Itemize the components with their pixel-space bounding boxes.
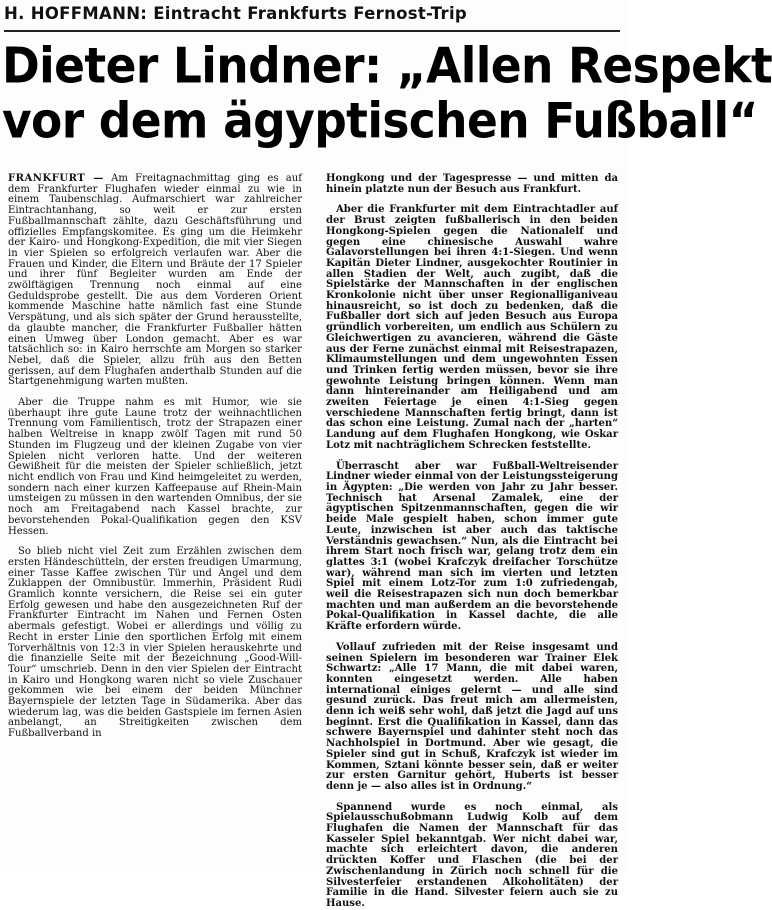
headline-line-1: Dieter Lindner: „Allen Respekt: [2, 36, 772, 95]
paragraph: Überrascht aber war Fußball-Weltreisender Lindner wieder einmal von der Leistungssteigerung in Ägypten: „Die werden von Jahr zu Jahr besser. Technisch hat Arsenal Zamalek, eine der ägyptischen Spitzenmannschaften, gegen die wir beide Male gespielt haben, schon immer gute Leute, inzwischen ist aber auch das taktische Verständnis gewachsen.“ Nun, als die Eintracht bei ihrem Start noch frisch war, gelang trotz dem ein glattes 3:1 (wobei Krafczyk dreifacher Torschütze war), während man sich im vierten und letzten Spiel mit einem Lotz-Tor zum 1:0 zufriedengab, weil die Reisestrapazen sich nun doch bemerkbar machten und man außerdem an die bevorstehende Pokal-Qualifikation in Kassel dachte, die alle Kräfte erfordern würde.: [326, 460, 618, 633]
paragraph: FRANKFURT — Am Freitagnachmittag ging es auf dem Frankfurter Flughafen wieder einmal zu wie in einem Taubenschlag. Aufmarschiert war zahlreicher Eintrachtanhang, so weit er zur ersten Fußballmannschaft zählte, dazu Geschäftsführung und offizielles Empfangskomitee. Es ging um die Heimkehr der Kairo- und Hongkong-Expedition, die mit vier Siegen in vier Spielen so erfolgreich verlaufen war. Aber die Frauen und Kinder, die Eltern und Bräute der 17 Spieler und ihrer fünf Begleiter wurden am Ende der zwölftägigen Trennung noch einmal auf eine Geduldsprobe gestellt. Die aus dem Vorderen Orient kommende Maschine hatte nämlich fast eine Stunde Verspätung, und als sich später der Grund herausstellte, da glaubte mancher, die Frankfurter Fußballer hätten einen Umweg über London gemacht. Aber es war tatsächlich so: in Kairo herrschte am Morgen so starker Nebel, daß die Spieler, allzu früh aus den Betten gerissen, auf dem Flughafen anderthalb Stunden auf die Startgenehmigung warten mußten.: [8, 173, 302, 388]
paragraph: So blieb nicht viel Zeit zum Erzählen zwischen dem ersten Händeschütteln, der ersten freudigen Umarmung, einer Tasse Kaffee zwischen Tür und Angel und dem Zuklappen der Omnibustür. Immerhin, Präsident Rudi Gramlich konnte versichern, die Reise sei ein guter Erfolg gewesen und habe den ausgezeichneten Ruf der Frankfurter Eintracht im Nahen und Fernen Osten abermals gefestigt. Wobei er allerdings und völlig zu Recht in erster Linie den sportlichen Erfolg mit einem Torverhältnis von 12:3 in vier Spielen herauskehrte und die finanzielle Seite mit der Bezeichnung „Good-Will-Tour“ umschrieb. Denn in den vier Spielen der Eintracht in Kairo und Hongkong waren nicht so viele Zuschauer gekommen wie bei einem der beiden Münchner Bayernspiele der letzten Tage in Südamerika. Aber das wiederum lag, was die beiden Gastspiele im fernen Asien anbelangt, an Streitigkeiten zwischen dem Fußballverband in: [8, 546, 302, 740]
article-right-column: [326, 174, 618, 910]
paragraph: Spannend wurde es noch einmal, als Spielausschußobmann Ludwig Kolb auf dem Flughafen die Namen der Mannschaft für das Kasseler Spiel bekanntgab. Wer nicht dabei war, machte sich erleichtert davon, die anderen drückten Koffer und Flaschen (die bei der Zwischenlandung in Zürich noch schnell für die Silvesterfeier erstandenen Alkoholitäten) der Familie in die Hand. Silvester feiern auch sie zu Hause.: [326, 801, 618, 909]
kicker-topic: Eintracht Frankfurts Fernost-Trip: [153, 4, 468, 23]
dateline: FRANKFURT —: [8, 173, 104, 184]
paragraph: Aber die Frankfurter mit dem Eintrachtadler auf der Brust zeigten fußballerisch in den beiden Hongkong-Spielen gegen die Nationalelf und gegen eine chinesische Auswahl wahre Galavorstellungen bei ihren 4:1-Siegen. Und wenn Kapitän Dieter Lindner, ausgekochter Routinier in allen Stadien der Welt, auch zugibt, daß die Spielstärke der Mannschaften in der englischen Kronkolonie nicht über unser Regionalliganiveau hinausreicht, so ist doch zu bedenken, daß die Fußballer dort sich auf jeden Besuch aus Europa gründlich vorbereiten, um endlich aus Schülern zu Gleichwertigen zu avancieren, während die Gäste aus der Ferne zunächst einmal mit Reisestrapazen, Klimaumstellungen und dem ungewohnten Essen und Trinken fertig werden müssen, bevor sie ihre gewohnte Leistung bringen können. Wenn man dann hintereinander am Heiligabend und am zweiten Feiertage je einen 4:1-Sieg gegen verschiedene Mannschaften fertig bringt, dann ist das schon eine Leistung. Zumal nach der „harten“ Landung auf dem Flughafen Hongkong, wie Oskar Lotz mit nachträglichem Schrecken feststellte.: [326, 204, 618, 451]
paragraph: Aber die Truppe nahm es mit Humor, wie sie überhaupt ihre gute Laune trotz der weihnachtlichen Trennung vom Familientisch, trotz der Strapazen einer halben Weltreise in knapp zwölf Tagen mit rund 50 Stunden im Flugzeug und der kleinen Zugabe von vier Spielen nicht verloren hatte. Und der weiteren Gewißheit für die meisten der Spieler schließlich, jetzt nicht endlich von Frau und Kind heimgeleitet zu werden, sondern nach einer kurzen Kaffeepause auf Rhein-Main umsteigen zu müssen in den wartenden Omnibus, der sie noch am Freitagabend nach Kassel brachte, zur bevorstehenden Pokal-Qualifikation gegen den KSV Hessen.: [8, 397, 302, 537]
article-left-column: [8, 174, 302, 740]
paragraph: Hongkong und der Tagespresse — und mitten da hinein platzte nun der Besuch aus Frankfurt.: [326, 173, 618, 195]
author-byline: H. HOFFMANN:: [4, 4, 148, 23]
top-rule: [4, 30, 620, 32]
paragraph: Vollauf zufrieden mit der Reise insgesamt und seinen Spielern im besonderen war Trainer Elek Schwartz: „Alle 17 Mann, die mit dabei waren, konnten eingesetzt werden. Alle haben international einiges gelernt — und alle sind gesund zurück. Das freut mich am allermeisten, denn ich weiß sehr wohl, daß jetzt die Jagd auf uns beginnt. Erst die Qualifikation in Kassel, dann das schwere Bayernspiel und dahinter steht noch das Nachholspiel in Dortmund. Aber wie gesagt, die Spieler sind gut in Schuß, Krafczyk ist wieder im Kommen, Sztani könnte besser sein, daß er weiter zur ersten Garnitur gehört, Huberts ist besser denn je — also alles ist in Ordnung.“: [326, 641, 618, 792]
headline: [2, 36, 772, 150]
headline-line-2: vor dem ägyptischen Fußball“: [2, 92, 758, 150]
kicker-line: [4, 4, 574, 26]
